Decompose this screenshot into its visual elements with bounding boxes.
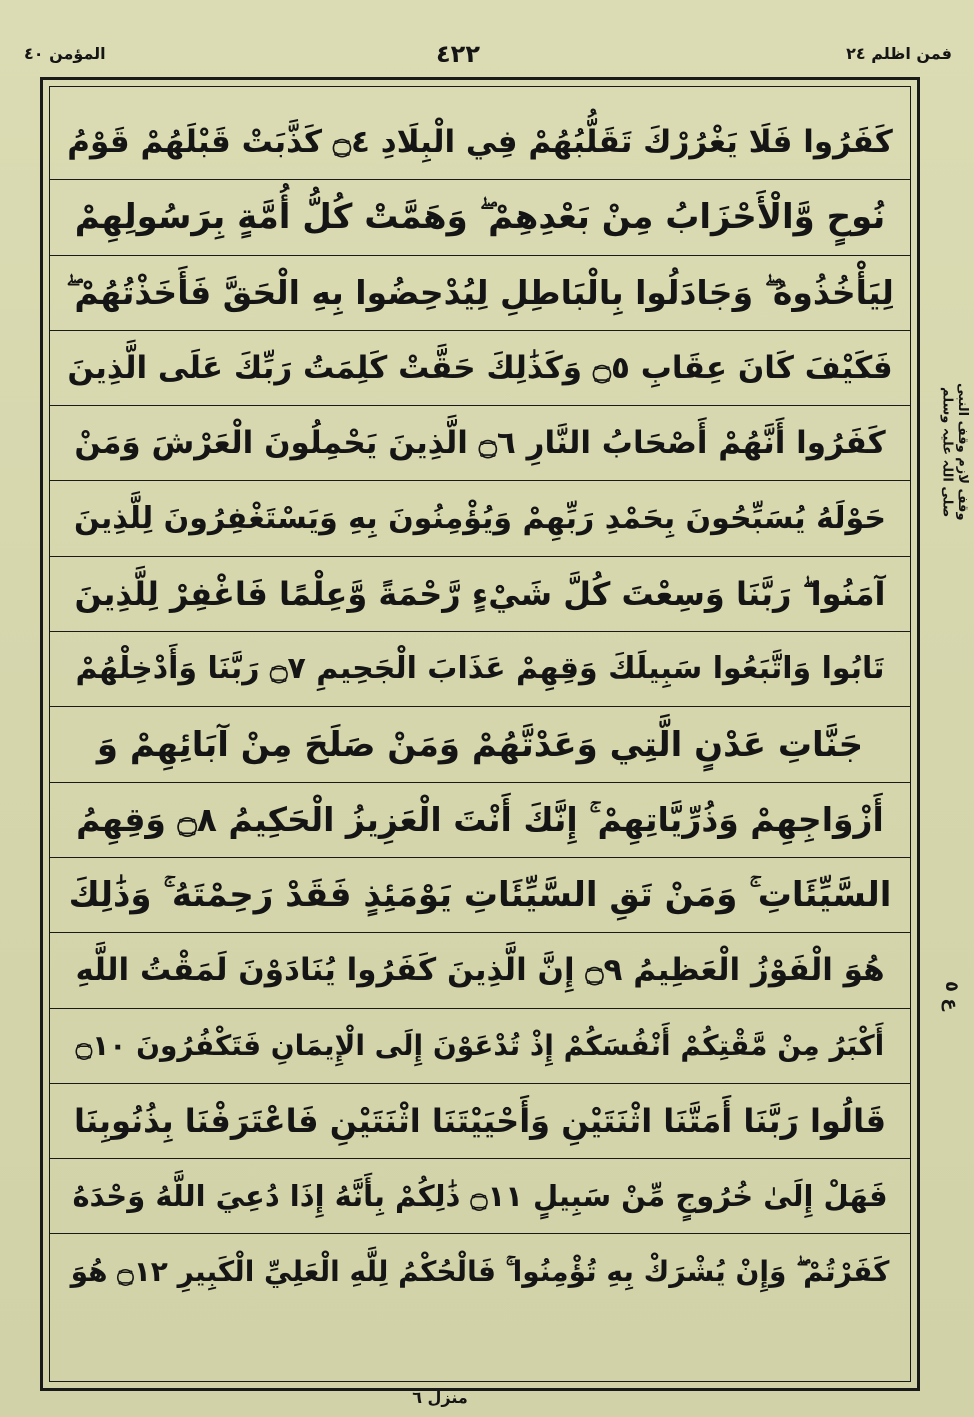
verse-line-14: قَالُوا رَبَّنَا أَمَتَّنَا اثْنَتَيْنِ وَأَحْيَيْتَنَا اثْنَتَيْنِ فَاعْتَرَفْنَا بِذُنُوبِنَا	[50, 1084, 910, 1159]
page-header	[18, 34, 958, 74]
inner-frame	[49, 86, 911, 1382]
verse-line-16: كَفَرْتُمْ ۖ وَإِنْ يُشْرَكْ بِهِ تُؤْمِنُوا ۚ فَالْحُكْمُ لِلَّهِ الْعَلِيِّ الْكَبِيرِ ۝١٢ هُوَ	[70, 1255, 890, 1289]
verse-line-12: هُوَ الْفَوْزُ الْعَظِيمُ ۝٩ إِنَّ الَّذِينَ كَفَرُوا يُنَادَوْنَ لَمَقْتُ اللَّهِ	[50, 933, 910, 1008]
verse-line-13: أَكْبَرُ مِنْ مَّقْتِكُمْ أَنْفُسَكُمْ إِذْ تُدْعَوْنَ إِلَى الْإِيمَانِ فَتَكْفُرُونَ ۝١٠	[50, 1009, 910, 1084]
verse-line-4: فَكَيْفَ كَانَ عِقَابِ ۝٥ وَكَذَٰلِكَ حَقَّتْ كَلِمَتُ رَبِّكَ عَلَى الَّذِينَ	[50, 331, 910, 406]
verse-line-8: تَابُوا وَاتَّبَعُوا سَبِيلَكَ وَقِهِمْ عَذَابَ الْجَحِيمِ ۝٧ رَبَّنَا وَأَدْخِلْهُمْ	[50, 632, 910, 707]
verse-line-6: حَوْلَهُ يُسَبِّحُونَ بِحَمْدِ رَبِّهِمْ وَيُؤْمِنُونَ بِهِ وَيَسْتَغْفِرُونَ لِلَّذِينَ	[50, 481, 910, 556]
margin-note: وقف لازم وقف النبی صلی اللہ علیہ وسلم	[939, 383, 970, 521]
ruku-mark: ع ٥	[941, 981, 962, 1011]
verse-line-10: أَزْوَاجِهِمْ وَذُرِّيَّاتِهِمْ ۚ إِنَّكَ أَنْتَ الْعَزِيزُ الْحَكِيمُ ۝٨ وَقِهِمُ	[50, 783, 910, 858]
verse-line-1: كَفَرُوا فَلَا يَغْرُرْكَ تَقَلُّبُهُمْ فِي الْبِلَادِ ۝٤ كَذَّبَتْ قَبْلَهُمْ قَوْمُ	[50, 105, 910, 180]
manzil-footer: منزل ٦	[412, 1388, 468, 1407]
verse-line-11: السَّيِّئَاتِ ۚ وَمَنْ تَقِ السَّيِّئَاتِ يَوْمَئِذٍ فَقَدْ رَحِمْتَهُ ۚ وَذَٰلِكَ	[50, 858, 910, 933]
verse-line-5: كَفَرُوا أَنَّهُمْ أَصْحَابُ النَّارِ ۝٦ الَّذِينَ يَحْمِلُونَ الْعَرْشَ وَمَنْ	[50, 406, 910, 481]
surah-name: المؤمن ٤٠	[24, 44, 106, 63]
verse-line-2: نُوحٍ وَّالْأَحْزَابُ مِنْ بَعْدِهِمْ ۖ وَهَمَّتْ كُلُّ أُمَّةٍ بِرَسُولِهِمْ	[50, 180, 910, 255]
verse-line-3: لِيَأْخُذُوهُ ۖ وَجَادَلُوا بِالْبَاطِلِ لِيُدْحِضُوا بِهِ الْحَقَّ فَأَخَذْتُهُمْ ۖ	[50, 256, 910, 331]
para-name: فمن اظلم ٢٤	[846, 44, 952, 63]
verse-area	[50, 105, 910, 1381]
verse-line-15: فَهَلْ إِلَىٰ خُرُوجٍ مِّنْ سَبِيلٍ ۝١١ ذَٰلِكُمْ بِأَنَّهُ إِذَا دُعِيَ اللَّهُ وَحْدَهُ	[50, 1159, 910, 1234]
page-number: ٤٢٢	[436, 40, 480, 68]
verse-line-7: آمَنُوا ۖ رَبَّنَا وَسِعْتَ كُلَّ شَيْءٍ رَّحْمَةً وَّعِلْمًا فَاغْفِرْ لِلَّذِينَ	[50, 557, 910, 632]
text-frame	[40, 77, 920, 1391]
verse-line-9: جَنَّاتِ عَدْنٍ الَّتِي وَعَدْتَّهُمْ وَمَنْ صَلَحَ مِنْ آبَائِهِمْ وَ	[50, 707, 910, 782]
